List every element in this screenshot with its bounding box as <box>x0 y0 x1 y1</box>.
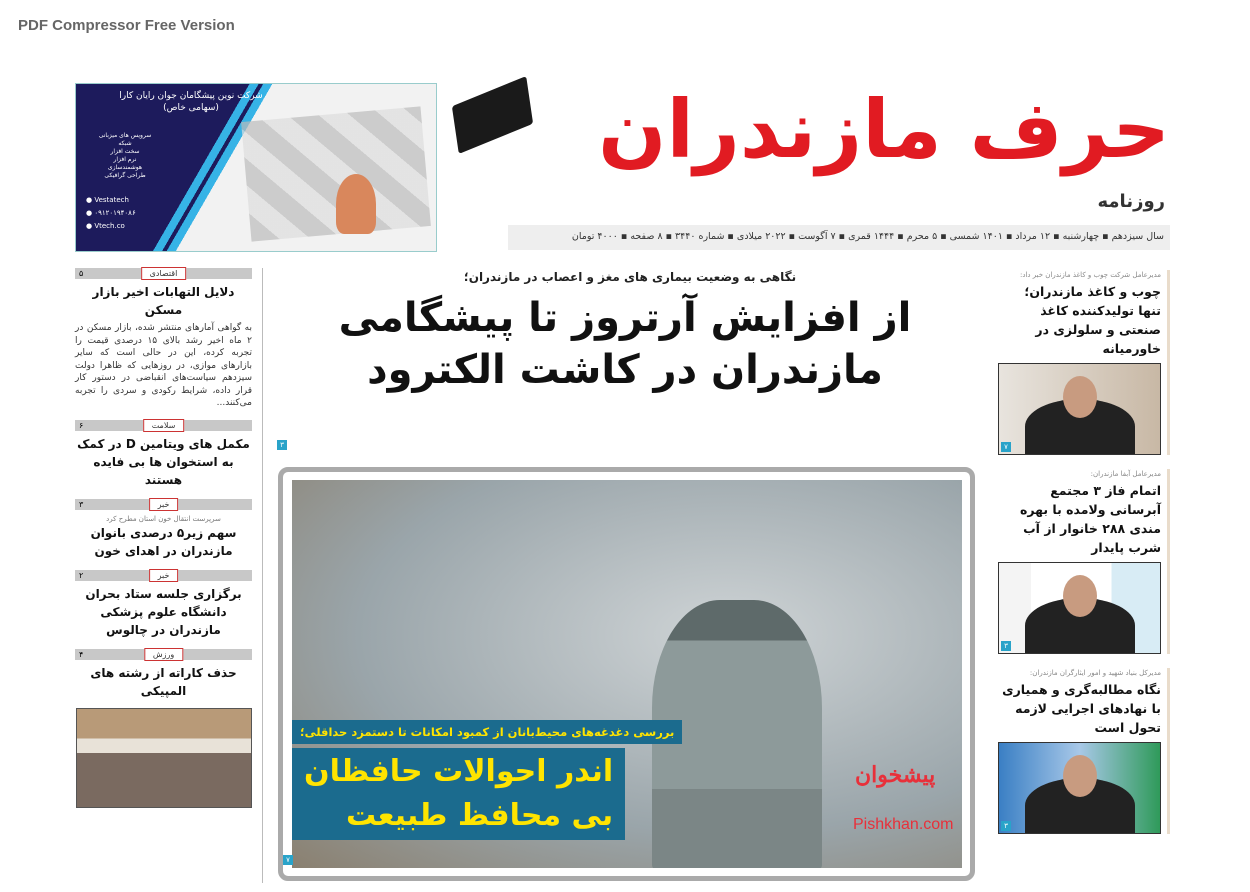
article-headline: سهم زیر۵ درصدی بانوان مازندران در اهدای خون <box>90 525 237 558</box>
article-kicker: مدیرکل بنیاد شهید و امور ایثارگران مازندران: <box>1029 669 1161 677</box>
left-article[interactable] <box>75 649 252 700</box>
page-number: ۶ <box>79 420 84 430</box>
mourning-flag-icon <box>452 76 533 154</box>
advertisement[interactable] <box>75 83 437 252</box>
kicker-label: سلامت <box>143 419 185 432</box>
ad-service: هوشمندسازی <box>107 164 143 171</box>
meeting-photo <box>76 708 252 808</box>
page-number: ۵ <box>79 269 84 278</box>
page-tag: ۷ <box>283 855 293 865</box>
masthead <box>530 70 1170 220</box>
article-kicker: مدیرعامل شرکت چوب و کاغذ مازندران خبر داد: <box>1019 271 1161 279</box>
article-photo <box>998 742 1161 834</box>
masthead-title: حرف مازندران <box>598 83 1170 176</box>
left-article[interactable] <box>75 268 252 410</box>
pishkhan-url: Pishkhan.com <box>853 816 954 833</box>
left-column <box>75 268 252 808</box>
column-divider <box>262 268 263 883</box>
person-head <box>1063 376 1097 418</box>
ad-contact: ● ۰۹۱۲۰۱۹۴۰۸۶ <box>86 209 136 217</box>
left-article[interactable] <box>75 499 252 560</box>
ad-contact-text: Vestatech <box>94 196 129 204</box>
pdf-watermark: PDF Compressor Free Version <box>18 17 235 34</box>
article-headline: برگزاری جلسه ستاد بحران دانشگاه علوم پزشکی مازندران در چالوس <box>85 586 242 637</box>
ad-service: نرم افزار <box>113 156 137 163</box>
ad-title: شرکت نوین پیشگامان جوان رایان کارا (سهامی خاص) <box>119 91 263 113</box>
article-headline: نگاه مطالبه‌گری و همیاری با نهادهای اجرایی لازمه تحول است <box>1002 682 1161 735</box>
page-number: ۳ <box>79 499 84 509</box>
section-kicker <box>75 268 252 279</box>
left-article[interactable] <box>75 570 252 639</box>
right-article[interactable] <box>998 270 1170 455</box>
ad-service: شبکه <box>118 140 132 147</box>
lead-kicker: نگاهی به وضعیت بیماری های مغز و اعصاب در مازندران؛ <box>463 270 797 284</box>
ad-contact-text: Vtech.co <box>94 222 125 230</box>
ad-service: طراحی گرافیکی <box>104 172 146 179</box>
left-article[interactable] <box>75 420 252 489</box>
right-article[interactable] <box>998 469 1170 654</box>
ad-hand-graphic <box>336 174 376 234</box>
article-headline: مکمل های ویتامین D در کمک به استخوان ها بی فایده هستند <box>77 436 250 487</box>
section-kicker <box>75 420 252 431</box>
article-body: به گواهی آمارهای منتشر شده، بازار مسکن در ۲ ماه اخیر رشد بالای ۱۵ درصدی قیمت را تجربه کرده، این در حالی است که سایر بازارهای موازی، در روزهایی که ظاهرا دولت سیزدهم سیاست‌های انقباضی در دستور کار قرار داده، شرایط رکودی و سردی را تجربه می‌کنند... <box>75 323 252 408</box>
section-kicker <box>75 649 252 660</box>
dateline: سال سیزدهم ▪ چهارشنبه ▪ ۱۲ مرداد ▪ ۱۴۰۱ شمسی ▪ ۵ محرم ▪ ۱۴۴۴ قمری ▪ ۷ آگوست ▪ ۲۰۲۲ میلادی ▪ شماره ۳۴۴۰ ▪ ۸ صفحه ▪ ۴۰۰۰ تومان <box>508 225 1170 250</box>
kicker-label: خبر <box>149 569 179 582</box>
ad-contact: ● Vestatech <box>86 196 129 204</box>
person-head <box>1063 575 1097 617</box>
page-tag: ۳ <box>1001 641 1011 651</box>
page-tag: ۳ <box>277 440 287 450</box>
article-photo <box>998 363 1161 455</box>
article-headline: اتمام فاز ۳ مجتمع آبرسانی ولامده با بهره مندی ۲۸۸ خانوار از آب شرب پایدار <box>1019 483 1161 555</box>
person-head <box>1063 755 1097 797</box>
ad-contact-text: ۰۹۱۲۰۱۹۴۰۸۶ <box>94 209 136 217</box>
caption-line: بی محافظ طبیعت <box>345 798 614 833</box>
lead-headline[interactable]: از افزایش آرتروز تا پیشگامی مازندران در کاشت الکترود <box>338 295 912 393</box>
page-number: ۴ <box>79 649 84 659</box>
ad-service: سرویس های میزبانی <box>98 132 152 139</box>
ad-services <box>90 132 160 180</box>
page-tag: ۷ <box>1001 442 1011 452</box>
caption-line: اندر احوالات حافظان <box>304 754 614 789</box>
ad-contacts <box>86 194 136 233</box>
section-kicker <box>75 570 252 581</box>
article-headline: چوب و کاغذ مازندران؛ تنها تولیدکننده کاغذ صنعتی و سلولزی در خاورمیانه <box>1024 284 1161 356</box>
right-column <box>998 270 1170 848</box>
ad-contact: ● Vtech.co <box>86 222 125 230</box>
ad-service: سخت افزار <box>110 148 140 155</box>
photo-caption-main[interactable] <box>292 748 625 840</box>
masthead-subtitle: روزنامه <box>1097 191 1165 212</box>
photo-caption-sub: بررسی دغدغه‌های محیط‌بانان از کمبود امکانات تا دستمزد حداقلی؛ <box>292 720 682 744</box>
section-kicker <box>75 499 252 510</box>
kicker-label: اقتصادی <box>141 267 187 280</box>
article-headline: حذف کاراته از رشته های المپیکی <box>90 665 237 698</box>
page-tag: ۳ <box>1001 821 1011 831</box>
pishkhan-watermark: پیشخوان <box>855 762 936 788</box>
page-number: ۲ <box>79 570 84 580</box>
right-article[interactable] <box>998 668 1170 834</box>
article-kicker: مدیرعامل آبفا مازندران: <box>1090 470 1161 478</box>
kicker-label: خبر <box>149 498 179 511</box>
kicker-label: ورزش <box>144 648 183 661</box>
article-photo <box>998 562 1161 654</box>
article-headline: دلایل التهابات اخیر بازار مسکن <box>92 285 235 317</box>
article-pretitle: سرپرست انتقال خون استان مطرح کرد <box>106 514 221 523</box>
